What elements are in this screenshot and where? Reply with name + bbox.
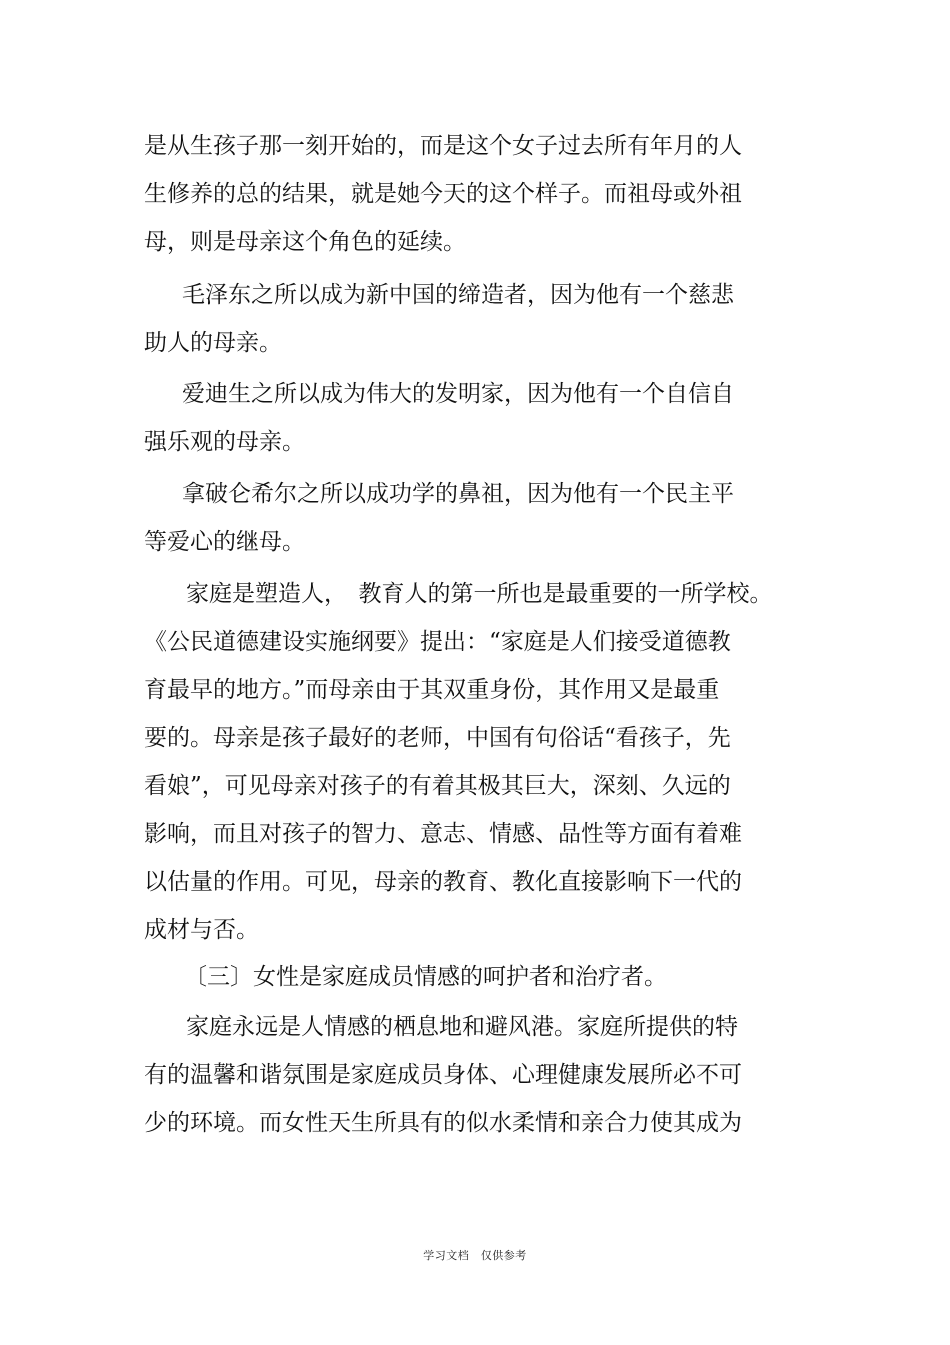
body-text-line: 《公民道德建设实施纲要》提出：“家庭是人们接受道德教 (144, 629, 731, 655)
body-text-line: 有的温馨和谐氛围是家庭成员身体、心理健康发展所必不可 (144, 1062, 742, 1088)
body-text-line: 拿破仑希尔之所以成功学的鼻祖，因为他有一个民主平 (182, 481, 734, 507)
body-text-line: 育最早的地方。”而母亲由于其双重身份，其作用又是最重 (144, 677, 720, 703)
body-text-line: 母，则是母亲这个角色的延续。 (144, 229, 466, 255)
body-text-line: 强乐观的母亲。 (144, 429, 305, 455)
page-footer: 学习文档 仅供参考 (423, 1249, 527, 1262)
body-text-line: 等爱心的继母。 (144, 529, 305, 555)
body-text-line: 看娘”，可见母亲对孩子的有着其极其巨大，深刻、久远的 (144, 773, 731, 799)
body-text-line: 毛泽东之所以成为新中国的缔造者，因为他有一个慈悲 (182, 282, 734, 308)
body-text-line: 以估量的作用。可见，母亲的教育、教化直接影响下一代的 (144, 869, 742, 895)
body-text-line: 生修养的总的结果，就是她今天的这个样子。而祖母或外祖 (144, 181, 742, 207)
body-text-line: 成材与否。 (144, 917, 259, 943)
body-text-line: 要的。母亲是孩子最好的老师，中国有句俗话“看孩子，先 (144, 725, 731, 751)
body-text-line: 少的环境。而女性天生所具有的似水柔情和亲合力使其成为 (144, 1110, 742, 1136)
section-heading: 〔三〕女性是家庭成员情感的呵护者和治疗者。 (184, 964, 667, 990)
body-text-line: 助人的母亲。 (144, 330, 282, 356)
body-text-line: 影响，而且对孩子的智力、意志、情感、品性等方面有着难 (144, 821, 742, 847)
body-text-line: 家庭是塑造人， 教育人的第一所也是最重要的一所学校。 (186, 581, 773, 607)
body-text-line: 家庭永远是人情感的栖息地和避风港。家庭所提供的特 (186, 1014, 738, 1040)
body-text-line: 爱迪生之所以成为伟大的发明家，因为他有一个自信自 (182, 381, 734, 407)
body-text-line: 是从生孩子那一刻开始的，而是这个女子过去所有年月的人 (144, 133, 742, 159)
